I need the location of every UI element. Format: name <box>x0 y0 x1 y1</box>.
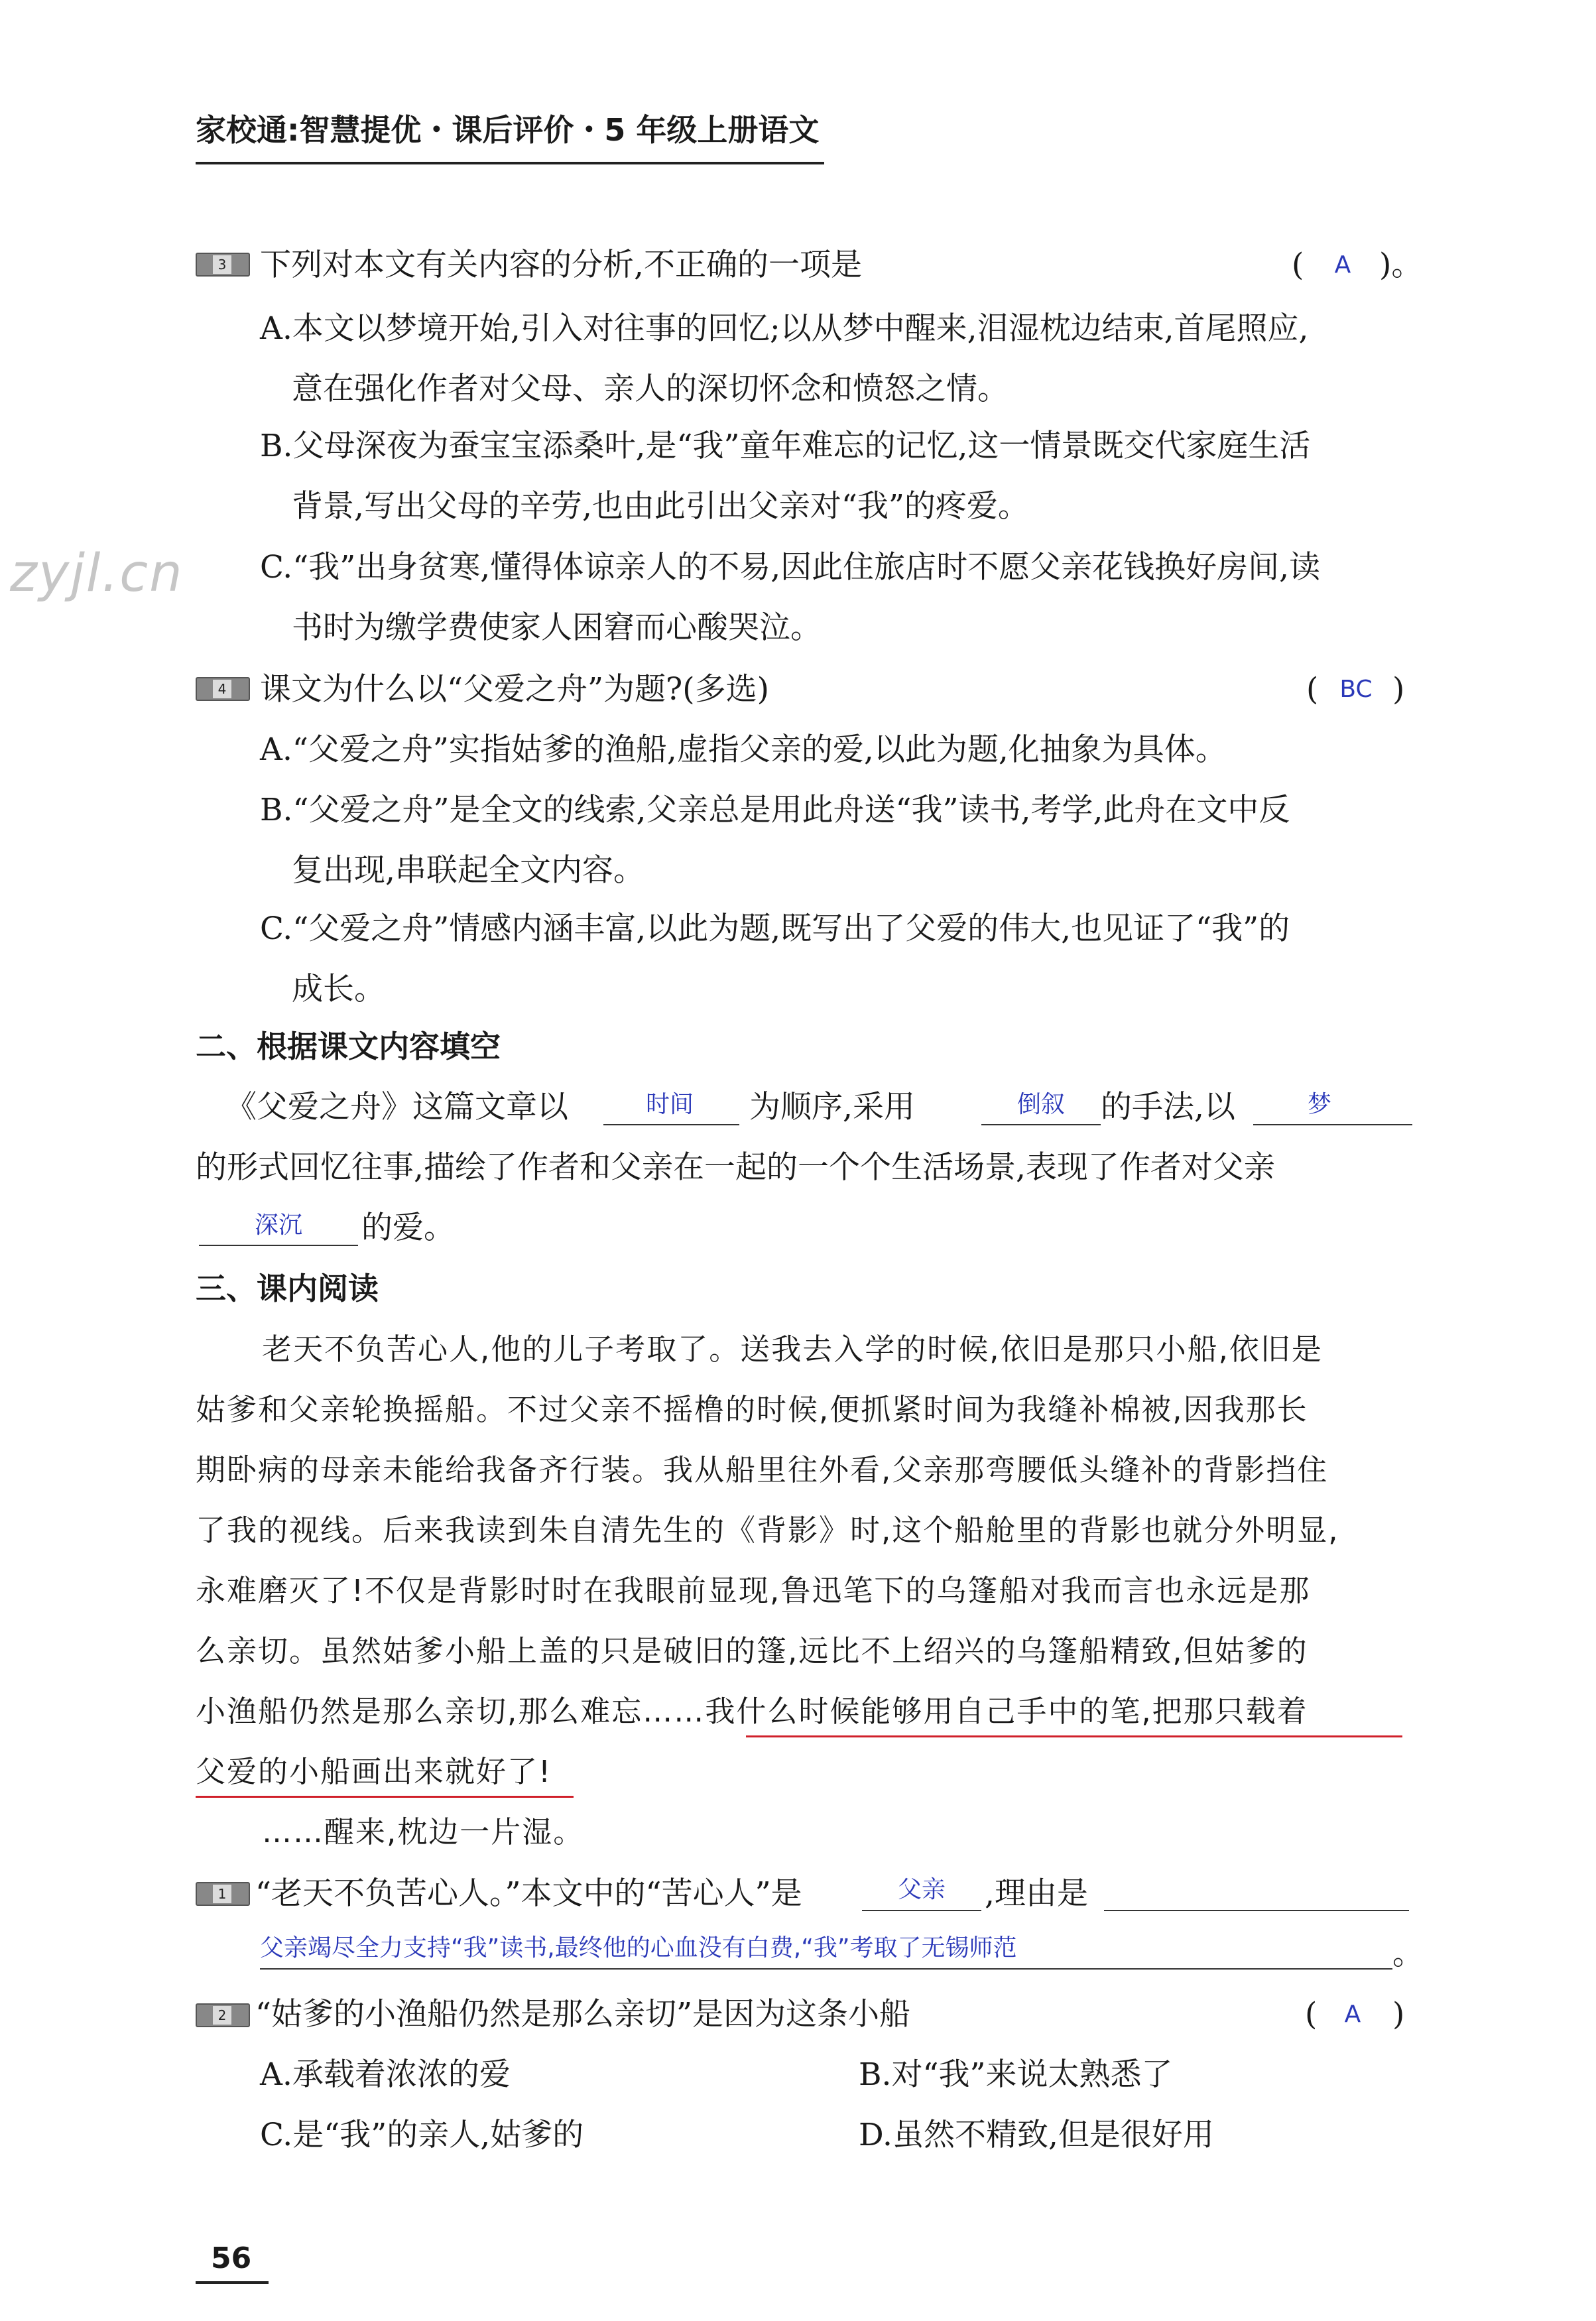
q4-paren-open: ( <box>1306 671 1319 708</box>
passage-line: 永难磨灭了!不仅是背影时时在我眼前显现,鲁迅笔下的乌篷船对我而言也永远是那 <box>196 1573 1311 1608</box>
page-number: 56 <box>211 2241 252 2275</box>
q4-paren-close: ) <box>1392 671 1405 708</box>
question-number-badge: 2 <box>196 2003 250 2027</box>
q3-stem: 下列对本文有关内容的分析,不正确的一项是 <box>260 247 862 283</box>
r1-reason-blank-end <box>1104 1910 1409 1911</box>
q3-answer: A <box>1334 251 1351 279</box>
r2-stem: “姑爹的小渔船仍然是那么亲切”是因为这条小船 <box>255 1996 911 2033</box>
fill-answer-2: 倒叙 <box>1016 1091 1065 1118</box>
q4-option-c: C.“父爱之舟”情感内涵丰富,以此为题,既写出了父爱的伟大,也见证了“我”的 <box>260 910 1290 947</box>
underlined-sentence: 我什么时候能够用自己手中的笔,把那只载着 <box>705 1694 1308 1729</box>
passage-line: ……醒来,枕边一片湿。 <box>262 1814 585 1850</box>
fill-text-3: 的手法,以 <box>1101 1089 1235 1125</box>
fill-text-line2: 的形式回忆往事,描绘了作者和父亲在一起的一个个生活场景,表现了作者对父亲 <box>196 1149 1275 1186</box>
r2-option-c: C.是“我”的亲人,姑爹的 <box>260 2117 584 2153</box>
q3-option-a-cont: 意在强化作者对父母、亲人的深切怀念和愤怒之情。 <box>292 371 1009 407</box>
q3-option-a: A.本文以梦境开始,引入对往事的回忆;以从梦中醒来,泪湿枕边结束,首尾照应, <box>260 310 1309 347</box>
q3-option-c: C.“我”出身贫寒,懂得体谅亲人的不易,因此住旅店时不愿父亲花钱换好房间,读 <box>260 549 1321 586</box>
fill-answer-4: 深沉 <box>254 1212 302 1239</box>
underlined-sentence-cont: 父爱的小船画出来就好了! <box>196 1754 552 1789</box>
fill-answer-1: 时间 <box>645 1091 694 1118</box>
r1-reason-answer: 父亲竭尽全力支持“我”读书,最终他的心血没有白费,“我”考取了无锡师范 <box>260 1934 1017 1962</box>
r2-option-a: A.承载着浓浓的爱 <box>260 2056 511 2093</box>
passage-line: 么亲切。虽然姑爹小船上盖的只是破旧的篷,远比不上绍兴的乌篷船精致,但姑爹的 <box>196 1633 1308 1668</box>
r1-reason-blank <box>260 1968 1392 1970</box>
r2-paren-open: ( <box>1305 1996 1318 2033</box>
q3-paren-open: ( <box>1292 247 1304 283</box>
fill-text-4: 的爱。 <box>361 1210 455 1246</box>
q3-option-c-cont: 书时为缴学费使家人困窘而心酸哭泣。 <box>292 609 822 646</box>
r1-stem: “老天不负苦心人。”本文中的“苦心人”是 <box>255 1875 802 1912</box>
r1-answer: 父亲 <box>897 1876 946 1903</box>
q3-option-b: B.父母深夜为蚕宝宝添桑叶,是“我”童年难忘的记忆,这一情景既交代家庭生活 <box>260 428 1311 464</box>
r2-option-d: D.虽然不精致,但是很好用 <box>859 2117 1214 2153</box>
section-3-title: 三、课内阅读 <box>196 1271 379 1306</box>
r1-blank <box>862 1910 981 1911</box>
fill-blank-1 <box>603 1124 739 1125</box>
fill-answer-3: 梦 <box>1307 1091 1331 1118</box>
section-2-title: 二、根据课文内容填空 <box>196 1029 501 1064</box>
passage-line: 姑爹和父亲轮换摇船。不过父亲不摇橹的时候,便抓紧时间为我缝补棉被,因我那长 <box>196 1392 1308 1427</box>
r2-option-b: B.对“我”来说太熟悉了 <box>859 2056 1173 2093</box>
watermark: zyjl.cn <box>10 544 184 603</box>
q3-option-b-cont: 背景,写出父母的辛劳,也由此引出父亲对“我”的疼爱。 <box>292 488 1029 525</box>
fill-blank-2 <box>981 1124 1101 1125</box>
fill-blank-3 <box>1253 1124 1412 1125</box>
fill-text-1: 《父爱之舟》这篇文章以 <box>225 1089 568 1125</box>
header-title: 家校通:智慧提优・课后评价・5 年级上册语文 <box>196 112 820 148</box>
fill-blank-4 <box>199 1245 358 1246</box>
r2-answer: A <box>1344 2001 1361 2028</box>
r1-stem-b: ,理由是 <box>985 1875 1088 1912</box>
q3-paren-close: )。 <box>1379 247 1423 283</box>
passage-line: 了我的视线。后来我读到朱自清先生的《背影》时,这个船舱里的背影也就分外明显, <box>196 1513 1339 1548</box>
q4-stem: 课文为什么以“父爱之舟”为题?(多选) <box>260 671 769 708</box>
question-number-badge: 3 <box>196 253 250 277</box>
passage-line: 老天不负苦心人,他的儿子考取了。送我去入学的时候,依旧是那只小船,依旧是 <box>262 1332 1323 1367</box>
fill-text-2: 为顺序,采用 <box>749 1089 915 1125</box>
question-number-badge: 4 <box>196 677 250 701</box>
page-number-rule <box>196 2281 269 2284</box>
r1-end-mark: 。 <box>1392 1936 1424 1972</box>
red-underline <box>746 1735 1402 1737</box>
q4-answer: BC <box>1339 676 1373 703</box>
passage-line: 期卧病的母亲未能给我备齐行装。我从船里往外看,父亲那弯腰低头缝补的背影挡住 <box>196 1452 1329 1487</box>
r2-paren-close: ) <box>1392 1996 1405 2033</box>
q4-option-b: B.“父爱之舟”是全文的线索,父亲总是用此舟送“我”读书,考学,此舟在文中反 <box>260 792 1290 828</box>
question-number-badge: 1 <box>196 1882 250 1906</box>
q4-option-c-cont: 成长。 <box>292 971 385 1007</box>
header-rule <box>196 162 824 164</box>
red-underline <box>196 1796 574 1798</box>
passage-line <box>196 1692 1308 1731</box>
q4-option-b-cont: 复出现,串联起全文内容。 <box>292 852 645 889</box>
q4-option-a: A.“父爱之舟”实指姑爹的渔船,虚指父亲的爱,以此为题,化抽象为具体。 <box>260 731 1227 768</box>
passage-text: 小渔船仍然是那么亲切,那么难忘…… <box>196 1694 706 1729</box>
